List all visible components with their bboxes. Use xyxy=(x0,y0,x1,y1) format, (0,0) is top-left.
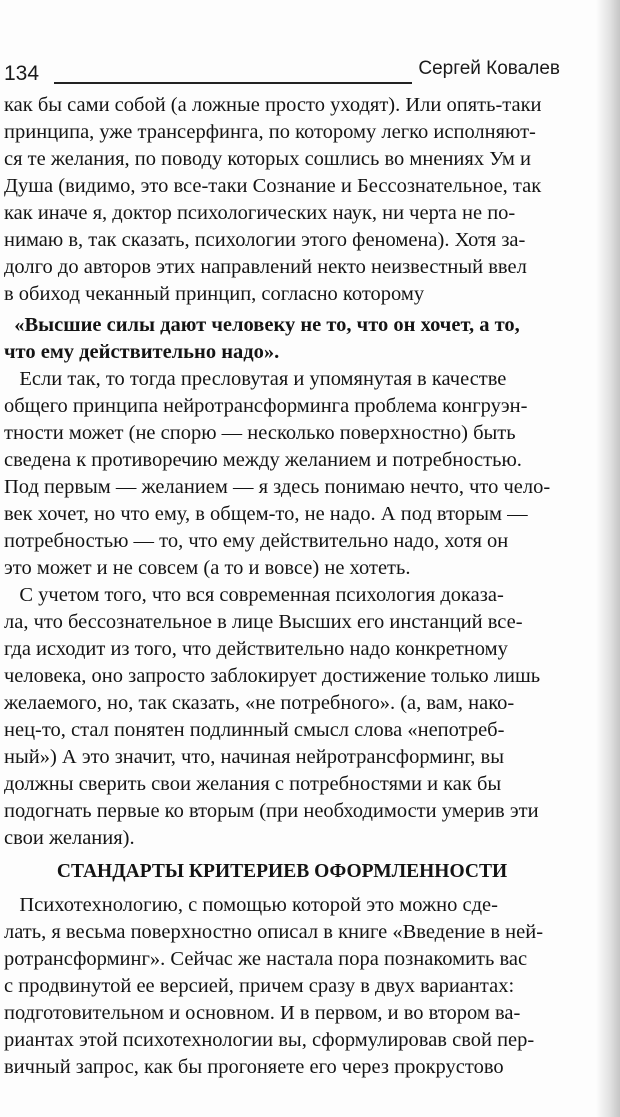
text-line: подогнать первые ко вторым (при необходимости умерив эти xyxy=(4,800,539,822)
quote-line: «Высшие силы дают человеку не то, что он хочет, а то, xyxy=(4,314,520,336)
text-line: как бы сами собой (а ложные просто уходят). Или опять-таки xyxy=(4,94,542,116)
body-text xyxy=(4,92,560,1081)
text-line: лать, я весьма поверхностно описал в книге «Введение в ней- xyxy=(4,921,544,943)
text-line: риантах этой психотехнологии вы, сформулировав свой пер- xyxy=(4,1029,535,1051)
text-line: тности может (не спорю — несколько поверхностно) быть xyxy=(4,422,516,444)
text-line: Душа (видимо, это все-таки Сознание и Бессознательное, так xyxy=(4,175,542,197)
text-line: желаемого, но, так сказать, «не потребного». (а, вам, нако- xyxy=(4,692,515,714)
text-line: Если так, то тогда пресловутая и упомянутая в качестве xyxy=(4,368,507,390)
text-line: с продвинутой ее версией, причем сразу в двух вариантах: xyxy=(4,975,515,997)
text-line: в обиход чеканный принцип, согласно которому xyxy=(4,283,425,305)
text-line: Психотехнологию, с помощью которой это можно сде- xyxy=(4,894,498,916)
text-line: принципа, уже трансерфинга, по которому легко исполняют- xyxy=(4,121,536,143)
page-number: 134 xyxy=(4,62,40,85)
quote-line: что ему действительно надо». xyxy=(4,341,280,363)
text-line: должны сверить свои желания с потребностями и как бы xyxy=(4,773,502,795)
header-rule xyxy=(54,82,412,84)
text-line: ный») А это значит, что, начиная нейротрансформинг, вы xyxy=(4,746,504,768)
text-line: нимаю в, так сказать, психологии этого феномена). Хотя за- xyxy=(4,229,526,251)
text-line: свои желания). xyxy=(4,827,135,849)
text-line: ла, что бессознательное в лице Высших его инстанций все- xyxy=(4,611,523,633)
text-line: С учетом того, что вся современная психология доказа- xyxy=(4,584,504,606)
text-line: Под первым — желанием — я здесь понимаю нечто, что чело- xyxy=(4,476,551,498)
section-heading: СТАНДАРТЫ КРИТЕРИЕВ ОФОРМЛЕННОСТИ xyxy=(56,861,508,882)
text-line: потребностью — то, что ему действительно надо, хотя он xyxy=(4,530,509,552)
text-line: это может и не совсем (а то и вовсе) не хотеть. xyxy=(4,557,411,579)
text-line: ся те желания, по поводу которых сошлись во мнениях Ум и xyxy=(4,148,531,170)
text-line: вичный запрос, как бы прогоняете его через прокрустово xyxy=(4,1056,504,1078)
running-head: Сергей Ковалев xyxy=(418,58,560,79)
page-header xyxy=(4,58,560,88)
page-edge-shadow xyxy=(596,0,620,1117)
text-line: общего принципа нейротрансформинга проблема конгруэн- xyxy=(4,395,528,417)
text-line: ротрансформинг». Сейчас же настала пора познакомить вас xyxy=(4,948,528,970)
text-line: как иначе я, доктор психологических наук, ни черта не по- xyxy=(4,202,516,224)
text-line: гда исходит из того, что действительно надо конкретному xyxy=(4,638,508,660)
text-line: долго до авторов этих направлений некто неизвестный ввел xyxy=(4,256,527,278)
text-line: нец-то, стал понятен подлинный смысл слова «непотреб- xyxy=(4,719,505,741)
text-line: подготовительном и основном. И в первом, и во втором ва- xyxy=(4,1002,521,1024)
text-line: век хочет, но что ему, в общем-то, не надо. А под вторым — xyxy=(4,503,528,525)
text-line: сведена к противоречию между желанием и потребностью. xyxy=(4,449,522,471)
text-line: человека, оно запросто заблокирует достижение только лишь xyxy=(4,665,541,687)
